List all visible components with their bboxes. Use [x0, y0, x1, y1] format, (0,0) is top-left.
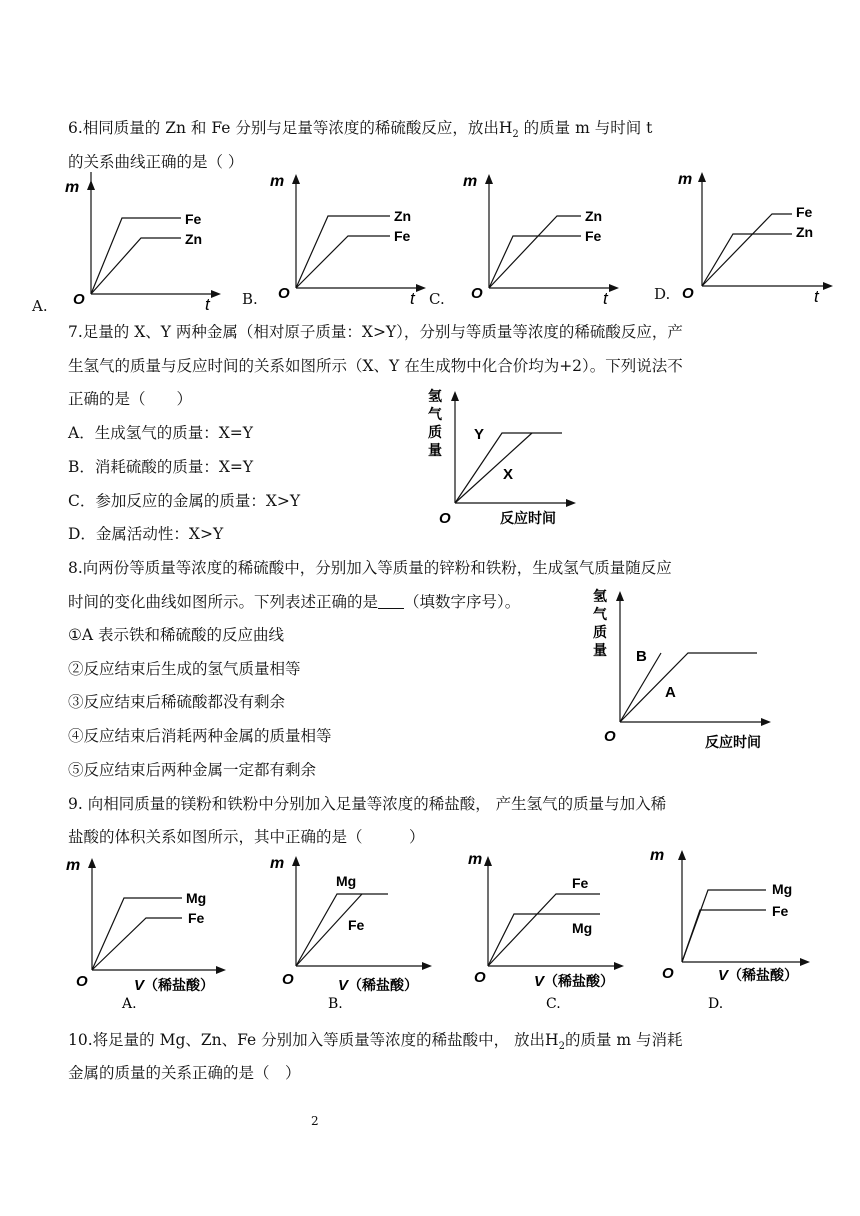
- q9b-x-axis-v: V: [338, 977, 349, 994]
- q9d-origin: O: [662, 965, 674, 982]
- q9-graph-b: [266, 848, 446, 1020]
- q8-stem-line2: 时间的变化曲线如图所示。下列表述正确的是 （填数字序号）。: [68, 593, 521, 611]
- q6c-origin: O: [471, 285, 483, 302]
- q9d-upper-label: Mg: [772, 881, 793, 897]
- q7-series-x-label: X: [503, 466, 514, 483]
- q8-option-2[interactable]: ②反应结束后生成的氢气质量相等: [68, 660, 301, 678]
- q8-option-1[interactable]: ①A 表示铁和稀硫酸的反应曲线: [68, 626, 285, 644]
- q9-option-b-label: B.: [328, 996, 343, 1012]
- q6-stem-line1: 6.相同质量的 Zn 和 Fe 分别与足量等浓度的稀硫酸反应，放出$H_2$ 的质量 m 与时间 t: [68, 119, 653, 141]
- q9c-x-axis-text: （稀盐酸）: [544, 973, 614, 989]
- q6d-upper-label: Fe: [796, 204, 813, 220]
- q6a-y-axis-label: m: [65, 179, 80, 196]
- q8-stem-line1: 8.向两份等质量等浓度的稀硫酸中，分别加入等质量的锌粉和铁粉，生成氢气质量随反应: [68, 559, 672, 577]
- q9b-x-axis-text: （稀盐酸）: [348, 977, 418, 993]
- q8-option-3[interactable]: ③反应结束后稀硫酸都没有剩余: [68, 693, 286, 711]
- q7-option-c[interactable]: C．参加反应的金属的质量：X>Y: [68, 492, 301, 510]
- q9-option-a-label: A.: [122, 996, 137, 1012]
- q6a-upper-label: Fe: [185, 211, 202, 227]
- q6b-lower-label: Fe: [394, 228, 411, 244]
- q6d-lower-label: Zn: [796, 224, 814, 240]
- q7-x-axis-label: 反应时间: [500, 510, 556, 526]
- q6a-origin: O: [73, 291, 85, 308]
- q9-graph-d: [650, 842, 834, 1014]
- q9a-lower-label: Fe: [188, 910, 205, 926]
- q6c-x-axis-label: t: [603, 289, 608, 308]
- q6-stem-line2: 的关系曲线正确的是（ ）: [68, 153, 244, 171]
- q7-option-d[interactable]: D．金属活动性：X>Y: [68, 525, 224, 543]
- q9-stem-line1: 9. 向相同质量的镁粉和铁粉中分别加入足量等浓度的稀盐酸， 产生氢气的质量与加入稀: [68, 795, 667, 813]
- q6-graph-d: [672, 164, 847, 304]
- q8-series-b-label: B: [636, 648, 647, 665]
- q9d-lower-label: Fe: [772, 903, 789, 919]
- q9c-y-axis-label: m: [468, 851, 483, 868]
- q6c-y-axis-label: m: [463, 173, 478, 190]
- q6d-origin: O: [682, 285, 694, 302]
- q7-y-axis-char3: 质: [428, 424, 442, 440]
- q6-graph-a: [55, 172, 230, 312]
- q9a-x-axis-v: V: [134, 977, 145, 994]
- q9c-upper-label: Fe: [572, 875, 589, 891]
- q6c-upper-label: Zn: [585, 208, 603, 224]
- q8-y-axis-char4: 量: [593, 642, 607, 658]
- q6a-x-axis-label: t: [205, 295, 210, 314]
- q7-stem-line1: 7.足量的 X、Y 两种金属（相对原子质量：X>Y），分别与等质量等浓度的稀硫酸反应，产: [68, 323, 683, 341]
- q9c-x-axis-v: V: [534, 973, 545, 990]
- q8-x-axis-label: 反应时间: [705, 734, 761, 750]
- q6-option-b-label[interactable]: B.: [242, 290, 258, 308]
- q10-stem-line2: 金属的质量的关系正确的是（ ）: [68, 1064, 301, 1082]
- q7-stem-line2: 生氢气的质量与反应时间的关系如图所示（X、Y 在生成物中化合价均为+2）。下列说法不: [68, 357, 683, 375]
- q8-series-a-label: A: [665, 684, 676, 701]
- q8-answer-blank[interactable]: [378, 593, 404, 609]
- q6b-x-axis-label: t: [410, 289, 415, 308]
- q7-y-axis-char1: 氢: [428, 388, 442, 404]
- q7-option-b[interactable]: B．消耗硫酸的质量：X=Y: [68, 458, 254, 476]
- q6c-lower-label: Fe: [585, 228, 602, 244]
- q9d-x-axis-text: （稀盐酸）: [728, 967, 798, 983]
- q9-option-c-label: C.: [546, 996, 561, 1012]
- q7-origin: O: [439, 510, 451, 527]
- q10-stem-line1: 10.将足量的 Mg、Zn、Fe 分别加入等质量等浓度的稀盐酸中， 放出$H_2$的质量 m 与消耗: [68, 1031, 683, 1053]
- q9d-y-axis-label: m: [650, 847, 665, 864]
- q8-y-axis-char3: 质: [593, 624, 607, 640]
- q6b-y-axis-label: m: [270, 173, 285, 190]
- q9b-y-axis-label: m: [270, 855, 285, 872]
- q8-y-axis-char2: 气: [593, 606, 607, 622]
- q9c-lower-label: Mg: [572, 920, 593, 936]
- q8-origin: O: [604, 728, 616, 745]
- q6a-lower-label: Zn: [185, 231, 203, 247]
- q7-graph: [420, 385, 580, 530]
- q9-graph-a: [62, 850, 242, 1020]
- q6-graph-c: [453, 166, 628, 306]
- q7-stem-line3: 正确的是（ ）: [68, 390, 193, 408]
- q8-y-axis-char1: 氢: [593, 588, 607, 604]
- q8-option-5[interactable]: ⑤反应结束后两种金属一定都有剩余: [68, 761, 317, 779]
- q8-graph: [585, 585, 775, 757]
- q9c-origin: O: [474, 969, 486, 986]
- q9-option-d-label: D.: [708, 996, 724, 1012]
- q9a-x-axis-text: （稀盐酸）: [144, 977, 214, 993]
- q6b-origin: O: [278, 285, 290, 302]
- page-number: 2: [311, 1114, 319, 1128]
- q8-option-4[interactable]: ④反应结束后消耗两种金属的质量相等: [68, 727, 332, 745]
- q9a-upper-label: Mg: [186, 890, 207, 906]
- q7-series-y-label: Y: [474, 426, 485, 443]
- q6d-x-axis-label: t: [814, 287, 819, 306]
- q9a-y-axis-label: m: [66, 857, 81, 874]
- q7-option-a[interactable]: A．生成氢气的质量：X=Y: [68, 424, 253, 442]
- q6b-upper-label: Zn: [394, 208, 412, 224]
- q6-option-a-label[interactable]: A.: [32, 297, 48, 315]
- q9-stem-line2: 盐酸的体积关系如图所示，其中正确的是（ ）: [68, 828, 425, 846]
- q9b-lower-label: Fe: [348, 917, 365, 933]
- q6-graph-b: [260, 166, 435, 306]
- q9b-upper-label: Mg: [336, 873, 357, 889]
- q9a-origin: O: [76, 973, 88, 990]
- q6-option-d-label[interactable]: D.: [654, 285, 671, 303]
- q9d-x-axis-v: V: [718, 967, 729, 984]
- q9-graph-c: [458, 848, 638, 1020]
- q7-y-axis-char2: 气: [428, 406, 442, 422]
- q9b-origin: O: [282, 971, 294, 988]
- q6-option-c-label[interactable]: C.: [429, 290, 445, 308]
- q6d-y-axis-label: m: [678, 171, 693, 188]
- q7-y-axis-char4: 量: [428, 442, 442, 458]
